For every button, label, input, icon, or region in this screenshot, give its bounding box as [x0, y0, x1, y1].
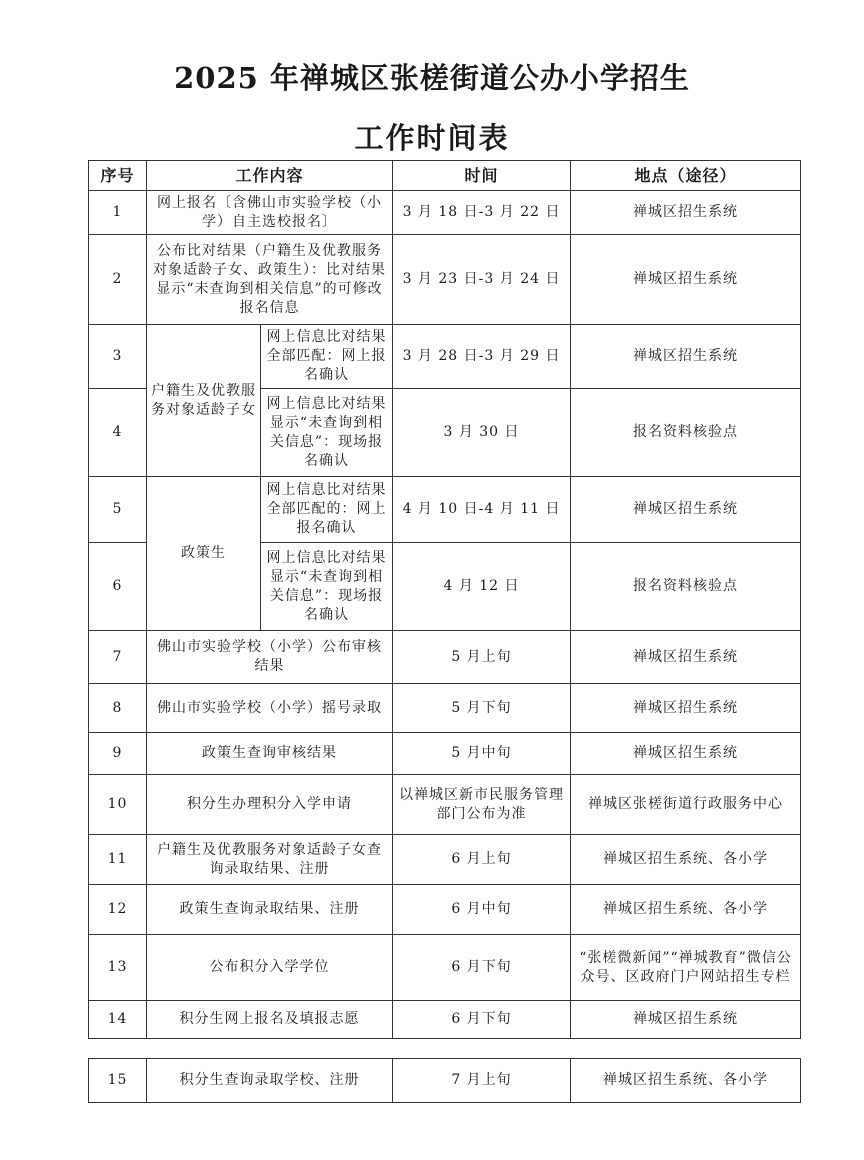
- row-content: 网上信息比对结果全部匹配的：网上报名确认: [261, 477, 393, 543]
- row-content: 佛山市实验学校（小学）公布审核结果: [147, 631, 393, 684]
- row-place: “张槎微新闻”“禅城教育”微信公众号、区政府门户网站招生专栏: [571, 935, 801, 1001]
- row-group-policy: 政策生: [147, 477, 261, 631]
- document-title-line2: 工作时间表: [354, 121, 510, 155]
- row-time: 6 月中旬: [393, 885, 571, 935]
- header-place: 地点（途径）: [571, 161, 801, 191]
- row-time: 3 月 23 日-3 月 24 日: [393, 235, 571, 325]
- schedule-table-continued: [88, 1058, 801, 1103]
- row-place: 禅城区招生系统、各小学: [571, 835, 801, 885]
- row-time: 3 月 30 日: [393, 389, 571, 477]
- row-place: 禅城区招生系统: [571, 235, 801, 325]
- row-place: 禅城区招生系统: [571, 191, 801, 235]
- row-no: 14: [89, 1001, 147, 1039]
- row-no: 1: [89, 191, 147, 235]
- row-content: 网上信息比对结果全部匹配：网上报名确认: [261, 325, 393, 389]
- table-row: [89, 631, 801, 684]
- table-row: [89, 477, 801, 543]
- row-place: 禅城区招生系统: [571, 733, 801, 775]
- table-row: [89, 1001, 801, 1039]
- row-no: 7: [89, 631, 147, 684]
- row-time: 5 月上旬: [393, 631, 571, 684]
- row-no: 5: [89, 477, 147, 543]
- row-content: 积分生查询录取学校、注册: [147, 1059, 393, 1103]
- table-row: [89, 325, 801, 389]
- row-no: 10: [89, 775, 147, 835]
- row-content: 积分生网上报名及填报志愿: [147, 1001, 393, 1039]
- row-content: 网上信息比对结果显示“未查询到相关信息”：现场报名确认: [261, 389, 393, 477]
- row-no: 11: [89, 835, 147, 885]
- row-place: 报名资料核验点: [571, 543, 801, 631]
- schedule-table: [88, 160, 801, 1039]
- row-no: 4: [89, 389, 147, 477]
- table-row: [89, 191, 801, 235]
- row-no: 8: [89, 684, 147, 733]
- row-place: 禅城区张槎街道行政服务中心: [571, 775, 801, 835]
- row-time: 3 月 28 日-3 月 29 日: [393, 325, 571, 389]
- row-no: 13: [89, 935, 147, 1001]
- table-row: [89, 885, 801, 935]
- row-time: 5 月下旬: [393, 684, 571, 733]
- table-row: [89, 1059, 801, 1103]
- table-row: [89, 235, 801, 325]
- row-no: 15: [89, 1059, 147, 1103]
- row-no: 9: [89, 733, 147, 775]
- row-time: 6 月下旬: [393, 935, 571, 1001]
- row-time: 6 月上旬: [393, 835, 571, 885]
- row-place: 禅城区招生系统、各小学: [571, 885, 801, 935]
- row-content: 公布积分入学学位: [147, 935, 393, 1001]
- row-time: 4 月 10 日-4 月 11 日: [393, 477, 571, 543]
- row-no: 3: [89, 325, 147, 389]
- table-row: [89, 684, 801, 733]
- header-no: 序号: [89, 161, 147, 191]
- row-content: 政策生查询录取结果、注册: [147, 885, 393, 935]
- row-content: 公布比对结果（户籍生及优教服务对象适龄子女、政策生）：比对结果显示“未查询到相关信息”的可修改报名信息: [147, 235, 393, 325]
- row-content: 佛山市实验学校（小学）摇号录取: [147, 684, 393, 733]
- table-row: [89, 935, 801, 1001]
- row-no: 2: [89, 235, 147, 325]
- row-place: 报名资料核验点: [571, 389, 801, 477]
- row-time: 6 月下旬: [393, 1001, 571, 1039]
- row-no: 12: [89, 885, 147, 935]
- row-place: 禅城区招生系统: [571, 631, 801, 684]
- row-time: 5 月中旬: [393, 733, 571, 775]
- header-time: 时间: [393, 161, 571, 191]
- document-title-line1: 2025 年禅城区张槎街道公办小学招生: [174, 61, 690, 95]
- row-content: 积分生办理积分入学申请: [147, 775, 393, 835]
- header-content: 工作内容: [147, 161, 393, 191]
- row-time: 7 月上旬: [393, 1059, 571, 1103]
- row-place: 禅城区招生系统: [571, 684, 801, 733]
- row-content: 网上报名〔含佛山市实验学校（小学）自主选校报名〕: [147, 191, 393, 235]
- row-time: 4 月 12 日: [393, 543, 571, 631]
- row-group-hukou: 户籍生及优教服务对象适龄子女: [147, 325, 261, 477]
- table-row: [89, 733, 801, 775]
- table-row: [89, 835, 801, 885]
- row-time: 以禅城区新市民服务管理部门公布为准: [393, 775, 571, 835]
- table-row: [89, 775, 801, 835]
- row-no: 6: [89, 543, 147, 631]
- row-content: 户籍生及优教服务对象适龄子女查询录取结果、注册: [147, 835, 393, 885]
- row-content: 网上信息比对结果显示“未查询到相关信息”：现场报名确认: [261, 543, 393, 631]
- table-header-row: [89, 161, 801, 191]
- row-place: 禅城区招生系统: [571, 477, 801, 543]
- row-place: 禅城区招生系统: [571, 1001, 801, 1039]
- row-place: 禅城区招生系统、各小学: [571, 1059, 801, 1103]
- row-time: 3 月 18 日-3 月 22 日: [393, 191, 571, 235]
- row-place: 禅城区招生系统: [571, 325, 801, 389]
- row-content: 政策生查询审核结果: [147, 733, 393, 775]
